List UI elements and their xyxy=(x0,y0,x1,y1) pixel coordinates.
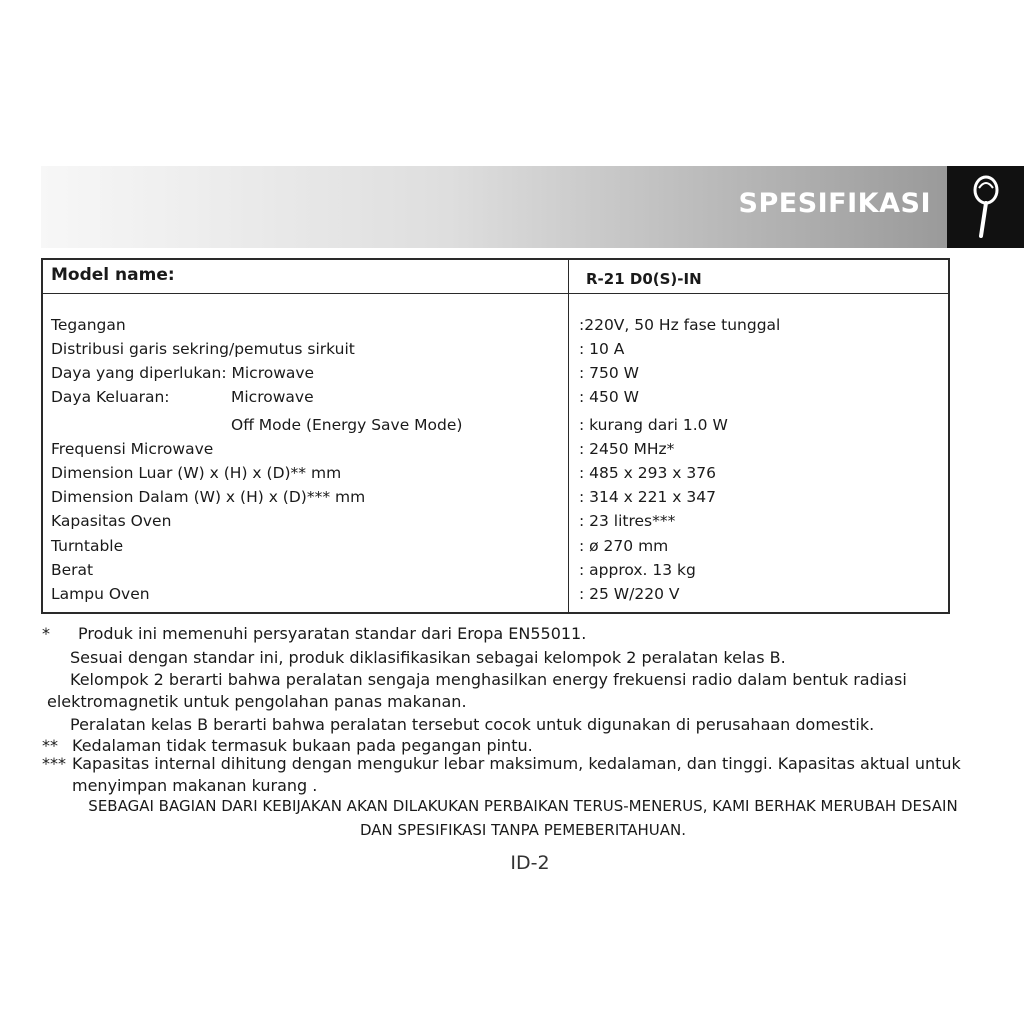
spec-value: :220V, 50 Hz fase tunggal xyxy=(579,316,781,334)
spec-name: Distribusi garis sekring/pemutus sirkuit xyxy=(51,340,355,358)
spec-row xyxy=(43,440,948,464)
spec-row xyxy=(43,340,948,364)
magnifier-pen-icon xyxy=(969,174,1003,240)
spec-name: Tegangan xyxy=(51,316,126,334)
spec-value: : 450 W xyxy=(579,388,639,406)
spec-sub-label: Off Mode (Energy Save Mode) xyxy=(231,416,463,434)
spec-row xyxy=(43,512,948,536)
spec-value: : ø 270 mm xyxy=(579,537,669,555)
spec-row xyxy=(43,388,948,412)
spec-name: Lampu Oven xyxy=(51,585,150,603)
spec-name: Daya yang diperlukan: Microwave xyxy=(51,364,315,382)
disclaimer-text: DAN SPESIFIKASI TANPA PEMEBERITAHUAN. xyxy=(359,821,687,839)
spec-value: : 10 A xyxy=(579,340,625,358)
spec-row xyxy=(43,416,948,440)
spec-name: Berat xyxy=(51,561,94,579)
footnote-text: Kelompok 2 berarti bahwa peralatan sengaja menghasilkan energy frekuensi radio dalam bentuk radiasi xyxy=(70,670,907,689)
spec-table xyxy=(41,258,950,614)
spec-value: : kurang dari 1.0 W xyxy=(579,416,728,434)
model-name-value: R-21 D0(S)-IN xyxy=(586,270,702,288)
spec-name: Turntable xyxy=(51,537,124,555)
spec-name: Dimension Dalam (W) x (H) x (D)*** mm xyxy=(51,488,366,506)
footnote-text: Kedalaman tidak termasuk bukaan pada pegangan pintu. xyxy=(72,736,533,755)
spec-value: : 2450 MHz* xyxy=(579,440,675,458)
footnote-text: Kapasitas internal dihitung dengan mengukur lebar maksimum, kedalaman, dan tinggi. Kapasitas aktual untuk xyxy=(72,754,961,773)
spec-name: Daya Keluaran: xyxy=(51,388,170,406)
spec-sub-label: Microwave xyxy=(231,388,314,406)
header-row-divider xyxy=(43,293,948,294)
footnote-text: Sesuai dengan standar ini, produk diklasifikasikan sebagai kelompok 2 peralatan kelas B. xyxy=(70,648,786,667)
spec-value: : 23 litres*** xyxy=(579,512,676,530)
footnote-mark: ** xyxy=(42,736,58,755)
spec-value: : 750 W xyxy=(579,364,639,382)
spec-row xyxy=(43,364,948,388)
footnote-text: Produk ini memenuhi persyaratan standar dari Eropa EN55011. xyxy=(78,624,587,643)
spec-name: Frequensi Microwave xyxy=(51,440,214,458)
spec-value: : 25 W/220 V xyxy=(579,585,680,603)
footnote-text: Peralatan kelas B berarti bahwa peralatan tersebut cocok untuk digunakan di perusahaan domestik. xyxy=(70,715,875,734)
spec-name: Kapasitas Oven xyxy=(51,512,172,530)
footnote-mark: *** xyxy=(42,754,66,773)
footnote-mark: * xyxy=(42,624,50,643)
section-title: SPESIFIKASI xyxy=(738,188,931,219)
disclaimer-text: SEBAGAI BAGIAN DARI KEBIJAKAN AKAN DILAKUKAN PERBAIKAN TERUS-MENERUS, KAMI BERHAK MERUBAH DESAIN xyxy=(88,797,958,815)
footnote-text: menyimpan makanan kurang . xyxy=(72,776,318,795)
page-number: ID-2 xyxy=(510,852,550,874)
spec-row xyxy=(43,537,948,561)
section-header-band xyxy=(41,166,947,248)
spec-row xyxy=(43,561,948,585)
spec-value: : 314 x 221 x 347 xyxy=(579,488,716,506)
spec-name: Dimension Luar (W) x (H) x (D)** mm xyxy=(51,464,342,482)
footnote-text: elektromagnetik untuk pengolahan panas makanan. xyxy=(47,692,467,711)
spec-value: : approx. 13 kg xyxy=(579,561,696,579)
spec-value: : 485 x 293 x 376 xyxy=(579,464,716,482)
section-tab xyxy=(947,166,1024,248)
spec-row xyxy=(43,464,948,488)
spec-row xyxy=(43,585,948,609)
spec-row xyxy=(43,316,948,340)
model-name-label: Model name: xyxy=(51,265,175,285)
spec-row xyxy=(43,488,948,512)
